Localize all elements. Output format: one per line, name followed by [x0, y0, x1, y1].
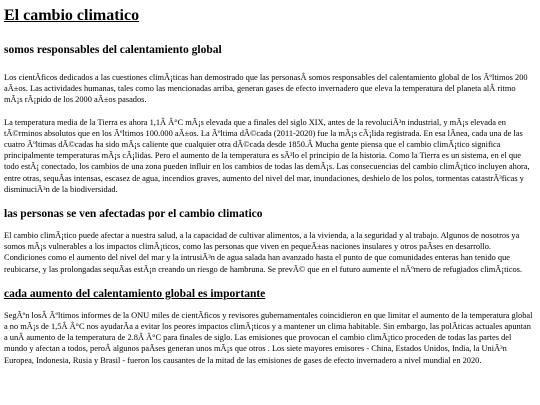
paragraph-temperature: La temperatura media de la Tierra es ahora 1,1Â Â°C mÃ¡s elevada que a finales del siglo XIX, antes de la revoluciÃ³n industrial, y mÃ¡s elevada en tÃ©rminos absolutos que en los Ãºltimos 100.000 aÃ±os. La Ãºltima dÃ©cada (2011-2020) fue la mÃ¡s cÃ¡lida registrada. En esa lÃnea, cada una de las cuatro Ãºltimas dÃ©cadas ha sido mÃ¡s caliente que cualquier otra dÃ©cada desde 1850.Â Mucha gente piensa que el cambio climÃ¡tico significa principalmente temperaturas mÃ¡s cÃ¡lidas. Pero el aumento de la temperatura es sÃ³lo el principio de la historia. Como la Tierra es un sistema, en el que todo estÃ¡ conectado, los cambios de una zona pueden influir en los cambios de todas las demÃ¡s. Las consecuencias del cambio climÃ¡tico incluyen ahora, entre otras, sequÃas intensas, escasez de agua, incendios graves, aumento del nivel del mar, inundaciones, deshielo de los polos, tormentas catastrÃ³ficas y disminuciÃ³n de la biodiversidad. [4, 117, 530, 194]
section-heading-every-increase: cada aumento del calentamiento global es importante [4, 287, 266, 300]
page-title: El cambio climatico [4, 7, 140, 24]
paragraph-impacts: El cambio climÃ¡tico puede afectar a nuestra salud, a la capacidad de cultivar alimentos, a la vivienda, a la seguridad y al trabajo. Algunos de nosotros ya somos mÃ¡s vulnerables a los impactos climÃ¡ticos, como las personas que viven en pequeÃ±as naciones insulares y otros paÃses en desarrollo. Condiciones como el aumento del nivel del mar y la intrusiÃ³n de agua salada han avanzado hasta el punto de que comunidades enteras han tenido que reubicarse, y las prolongadas sequÃas estÃ¡n creando un riesgo de hambruna. Se prevÃ© que en el futuro aumente el nÃºmero de refugiados climÃ¡ticos. [4, 231, 523, 274]
section-heading-people-affected: las personas se ven afectadas por el cambio climatico [4, 208, 263, 221]
paragraph-scientists: Los cientÃficos dedicados a las cuestiones climÃ¡ticas han demostrado que las personasÂ somos responsables del calentamiento global de los Ãºltimos 200 aÃ±os. Las actividades humanas, tales como las mencionadas arriba, generan gases de efecto invernadero que eleva la temperatura del planeta alÂ ritmo mÃ¡s rÃ¡pido de los 2000 aÃ±os pasados. [4, 73, 528, 105]
paragraph-un-reports: SegÃºn losÂ Ãºltimos informes de la ONU miles de cientÃficos y revisores gubernamentales coincidieron en que limitar el aumento de la temperatura global a no mÃ¡s de 1,5Â Â°C nos ayudarÃa a evitar los peores impactos climÃ¡ticos y a mantener un clima habitable. Sin embargo, las polÃticas actuales apuntan a unÂ aumento de la temperatura de 2.8Â Â°C para finales de siglo. Las emisiones que provocan el cambio climÃ¡tico proceden de todas las partes del mundo y afectan a todos, peroÂ algunos paÃses generan unos mÃ¡s que otros . Los siete mayores emisores - China, Estados Unidos, India, la UniÃ³n Europea, Indonesia, Rusia y Brasil - fueron los causantes de la mitad de las emisiones de gases de efecto invernadero a nivel mundial en 2020. [4, 310, 533, 365]
section-heading-responsibility: somos responsables del calentamiento global [4, 44, 222, 56]
